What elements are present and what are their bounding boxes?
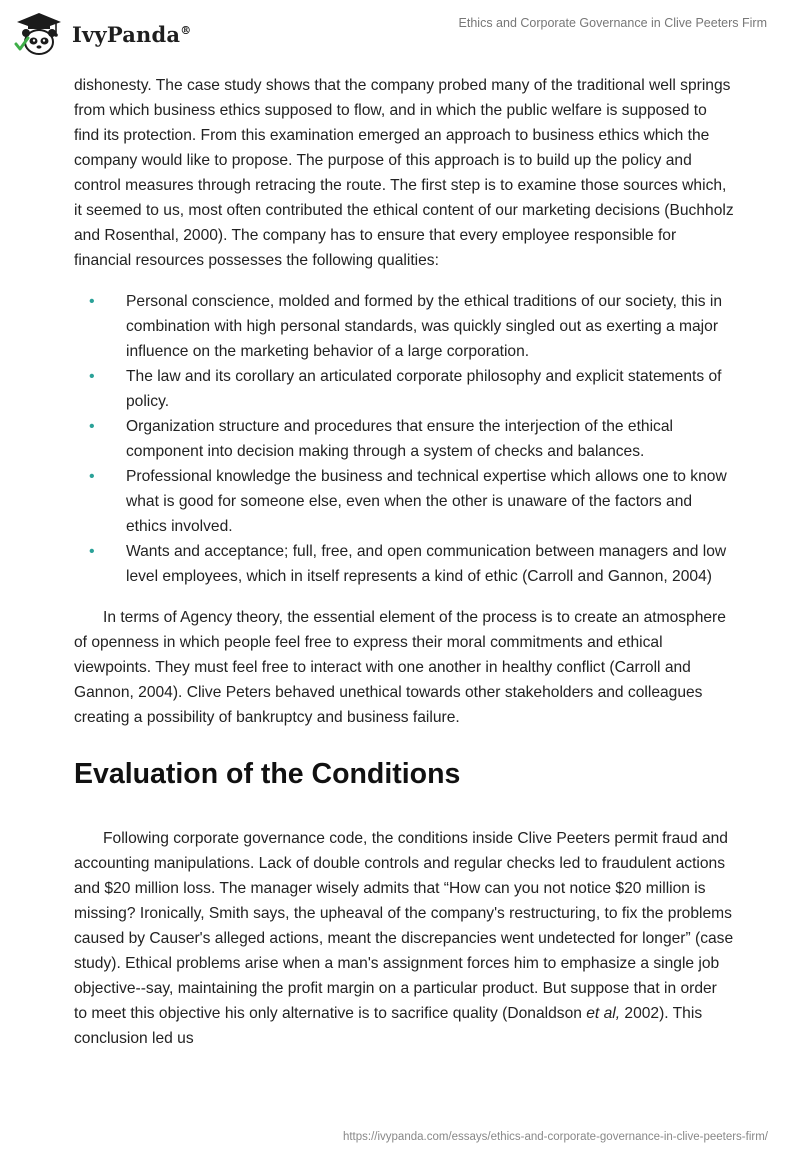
paragraph-1: dishonesty. The case study shows that the company probed many of the traditional well springs from which business ethics supposed to flow, and in which the public welfare is supposed to find its protection. From this examination emerged an approach to business ethics which the company would like to propose. The purpose of this approach is to build up the policy and control measures through retracing the route. The first step is to examine those sources which, it seemed to us, most often contributed the ethical content of our marketing decisions (Buchholz and Rosenthal, 2000). The company has to ensure that every employee responsible for financial resources possesses the following qualities: — [74, 77, 734, 269]
panda-graduate-icon — [14, 10, 64, 58]
section-heading: Evaluation of the Conditions — [74, 758, 461, 790]
paragraph-2: In terms of Agency theory, the essential element of the process is to create an atmosphere of openness in which people feel free to express their moral commitments and ethical viewpoints. They must feel free to interact with one another in healthy conflict (Carroll and Gannon, 2004). Clive Peters behaved unethical towards other stakeholders and colleagues creating a possibility of bankruptcy and business failure. — [74, 609, 726, 726]
document-title: Ethics and Corporate Governance in Clive Peeters Firm — [458, 16, 767, 30]
essay-content — [74, 73, 734, 1051]
bullet-icon: • — [89, 368, 95, 385]
list-item: • Organization structure and procedures that ensure the interjection of the ethical component into decision making through a system of checks and balances. — [74, 414, 734, 464]
bullet-icon: • — [89, 293, 95, 310]
list-item: • Personal conscience, molded and formed by the ethical traditions of our society, this in combination with high personal standards, was quickly singled out as exerting a major influence on the marketing behavior of a large corporation. — [74, 289, 734, 364]
qualities-list — [74, 289, 734, 589]
source-url[interactable]: https://ivypanda.com/essays/ethics-and-corporate-governance-in-clive-peeters-firm/ — [342, 1131, 768, 1143]
bullet-icon: • — [89, 418, 95, 435]
bullet-icon: • — [89, 543, 95, 560]
page-header — [0, 0, 800, 70]
list-item: • Professional knowledge the business and technical expertise which allows one to know what is good for someone else, even when the other is unaware of the factors and ethics involved. — [74, 464, 734, 539]
brand-name: IvyPanda® — [72, 21, 192, 47]
bullet-icon: • — [89, 468, 95, 485]
list-item: • Wants and acceptance; full, free, and open communication between managers and low level employees, which in itself represents a kind of ethic (Carroll and Gannon, 2004) — [74, 539, 734, 589]
paragraph-3: Following corporate governance code, the conditions inside Clive Peeters permit fraud and accounting manipulations. Lack of double controls and regular checks led to fraudulent actions and $20 million loss. The manager wisely admits that “How can you not notice $20 million is missing? Ironically, Smith says, the upheaval of the company's restructuring, to fix the problems caused by Causer's alleged actions, meant the discrepancies went undetected for longer” (case study). Ethical problems arise when a man's assignment forces him to emphasize a single job objective--say, maintaining the profit margin on a particular product. But suppose that in order to meet this objective his only alternative is to sacrifice quality (Donaldson et al, 2002). This conclusion led us — [74, 830, 734, 1047]
list-item: • The law and its corollary an articulated corporate philosophy and explicit statements of policy. — [74, 364, 734, 414]
brand-logo[interactable] — [14, 10, 191, 58]
